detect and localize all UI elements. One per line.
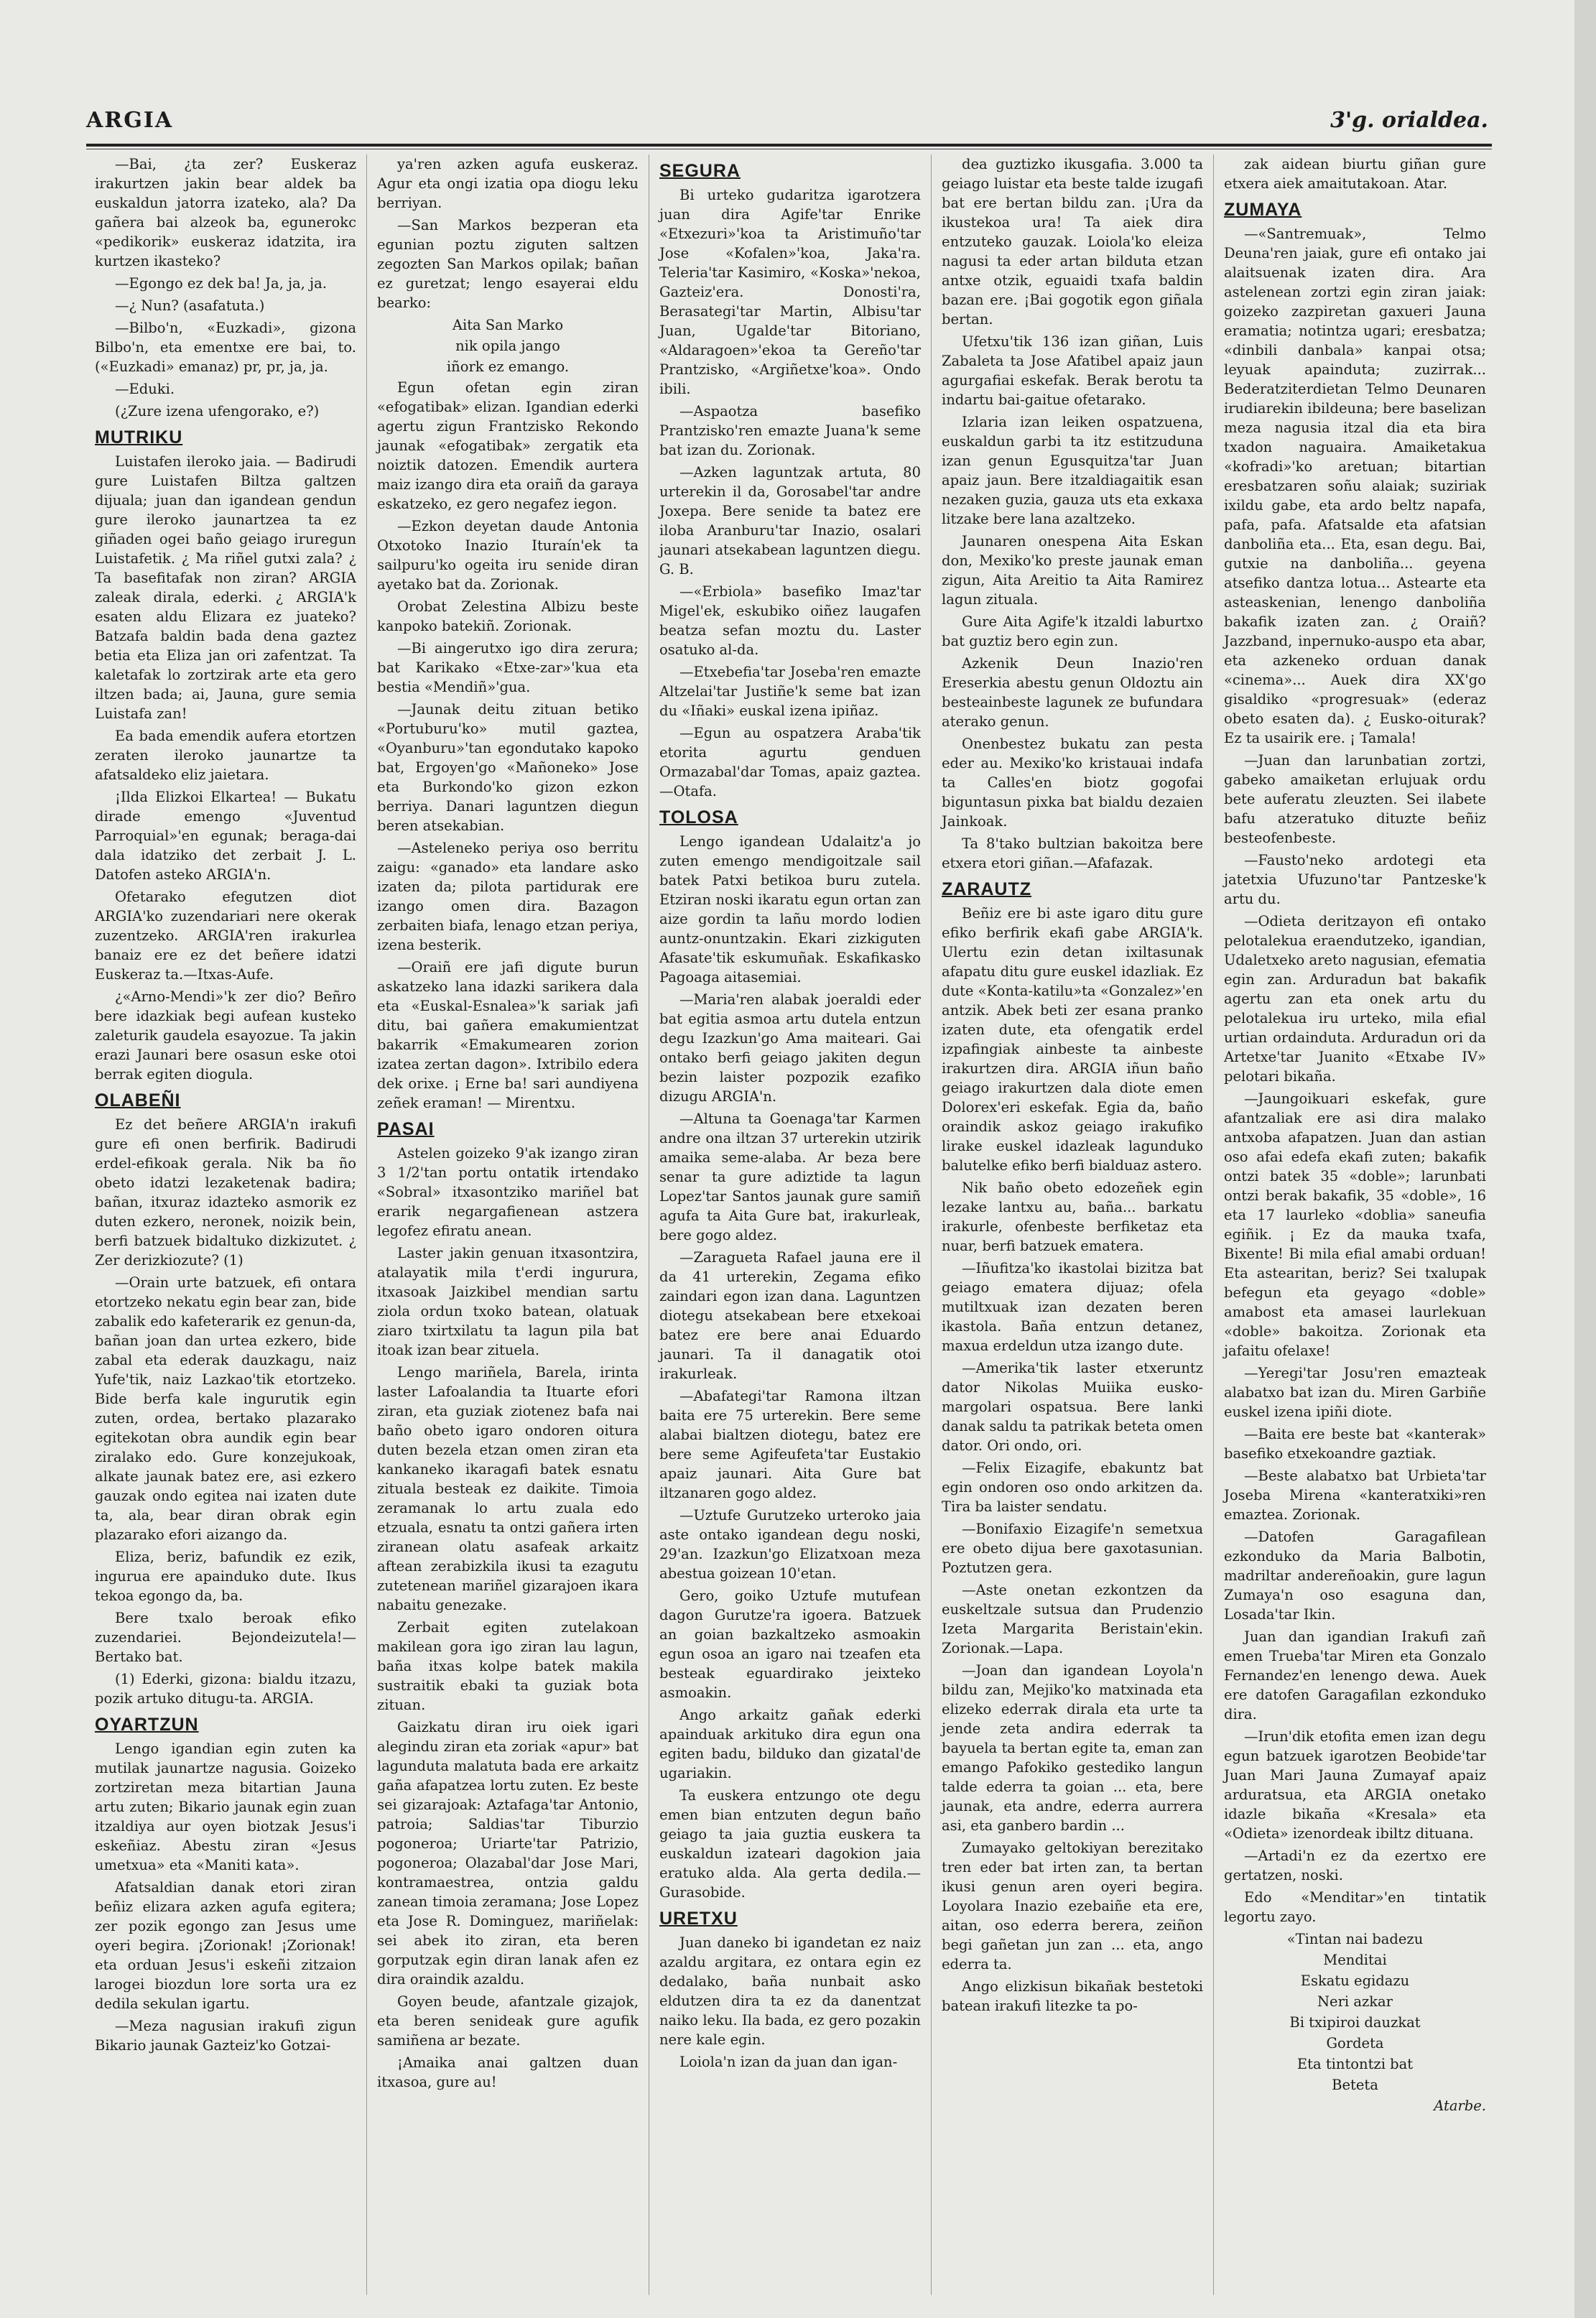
paragraph: —Egun au ospatzera Araba'tik etorita agurtu genduen Ormazabal'dar Tomas, apaiz gaztea.—Otafa. <box>659 725 921 799</box>
paragraph: Laster jakin genuan itxasontzira, atalayatik mila t'erdi ingurura, itxasoak Jaizkibel mendian sartu ziola ordun txoko batean, olatuak ziaro txirtxilatu ta lagun pila bat itoak izan bear zituela. <box>377 1245 639 1358</box>
paragraph: —Altuna ta Goenaga'tar Karmen andre ona iltzan 37 urterekin utzirik amaika seme-alaba. Ar beza bere senar ta gure adiztide ta lagun Lopez'tar Santos jaunak gure samiñ agufa ta Aita Gure bat, irakurleak, bere gogo aldez. <box>659 1111 921 1243</box>
paragraph: Onenbestez bukatu zan pesta eder au. Mexiko'ko kristauai indafa ta Calles'en biotz gogofai biguntasun pixka bat bialdu dezaien Jainkoak. <box>942 736 1203 830</box>
paragraph: Gure Aita Agife'k itzaldi laburtxo bat guztiz bero egin zun. <box>942 613 1203 649</box>
paragraph: Juan daneko bi igandetan ez naiz azaldu argitara, ez ontara egin ez dedalako, baña nunbait asko eldutzen dira ta ez da danentzat naiko leku. Ila bada, ez gero pozakin nere kale egin. <box>659 1934 921 2048</box>
paragraph: —Odieta deritzayon efi ontako pelotalekua eraendutzeko, igandian, Udaletxeko areto nagusian, efematia egin zan. Arduradun bat bakafik agertu zan eta onek artu du pelotalekua iru urteko, mila efial urtian ordainduta. Arduradun ori da Artetxe'tar Juanito «Etxabe IV» pelotari bikaña. <box>1224 913 1486 1085</box>
paragraph: —Juan dan larunbatian zortzi, gabeko amaiketan erlujuak ordu bete auferatu zleuzten. Sei ilabete bafu atzeratuko dituzte beñiz besteofenbeste. <box>1224 752 1486 846</box>
columns-container <box>85 154 1496 2295</box>
paragraph: —Datofen Garagafilean ezkonduko da Maria Balbotin, madriltar andereñoakin, gure lagun Zumaya'n oso esaguna dan, Losada'tar Ikin. <box>1224 1529 1486 1623</box>
paragraph: Lengo igandean Udalaitz'a jo zuten emengo mendigoitzale sail batek Patxi betikoa buru zutela. Etziran noski ikaratu egun ortan zan aize gordin ta lañu mordo lodien auntz-onuntzakin. Ekari zizkiguten Afasate'tik eskumuñak. Eskafikasko Pagoaga aitasemiai. <box>659 833 921 986</box>
paragraph: —Orain urte batzuek, efi ontara etortzeko nekatu egin bear zan, bide zabalik edo kafeterarik ez genun-da, bañan joan dan urtea ezkero, bide zabal eta ederak dauzkagu, naiz Yufe'tik, naiz Lazkao'tik etortzeko. Bide berfa kale ingurutik egin zuten, ordea, bertako plazarako egitekotan obra aundik egin bear ziralako edo. Gure konzejukoak, alkate jaunak batez ere, asi ezkero gauzak ondo egitea nai izaten dute ta, ala, bear diran obrak egin plazarako efori aizango da. <box>95 1274 356 1543</box>
verse-line: Menditai <box>1323 1952 1387 1968</box>
paragraph: Zumayako geltokiyan berezitako tren eder bat irten zan, ta bertan ikusi genun aren oyeri begira. Loyolara Inazio ezebaiñe eta ere, aitan, oso ederra berera, zeiñon begi gañetan jun zan ... eta, ango ederra ta. <box>942 1840 1203 1972</box>
paragraph: —Bilbo'n, «Euzkadi», gizona Bilbo'n, eta ementxe ere bai, to. («Euzkadi» emanaz) pr, pr, ja, ja. <box>95 320 356 375</box>
paragraph: —Artadi'n ez da ezertxo ere gertatzen, noski. <box>1224 1848 1486 1883</box>
paragraph: Lengo mariñela, Barela, irinta laster Lafoalandia ta Ituarte efori ziran, eta guziak ziotenez bafa nai baño obeto igaro ondoren oitura duten bezela etzan omen ziran eta kankaneko ikaragafi batek esnatu zituala besteak ez daikite. Timoia zeramanak lo artu zuala edo etzuala, esnatu ta ontzi gañera irten ziranean olatu asafeak arkaitz aftean zerabizkila ikusi ta ezagutu zutetenean mariñel gizarajoen ikara nabaitu genezake. <box>377 1364 639 1613</box>
page-edge <box>1574 0 1596 2318</box>
paragraph: dea guztizko ikusgafia. 3.000 ta geiago luistar eta beste talde izugafi bat ere bertan bildu zan. ¡Ura da ikustekoa ura! Ta aiek dira entzuteko gauzak. Loiola'ko eleiza nagusi ta eder artan bilduta etzan antxe otzik, eguaidi txafa baldin bazan ere. ¡Bai gogotik egon giñala bertan. <box>942 156 1203 328</box>
paragraph: ¡Ilda Elizkoi Elkartea! — Bukatu dirade emengo «Juventud Parroquial»'en egunak; beraga-dai dala idatziko det zerbait J. L. Datofen asteko ARGIA'n. <box>95 789 356 883</box>
paragraph: Beñiz ere bi aste igaro ditu gure efiko berfirik ekafi gabe ARGIA'k. Ulertu ezin detan ixiltasunak afapatu ditu gure euskel idazliak. Ez dute «Konta-katilu»ta «Gonzalez»'en antzik. Abek beti zer esana pranko izaten dute, eta ofengatik erdel izpafingiak ainbeste ta ainbeste irakurtzen dira. ARGIA iñun baño geiago irakurtzen dala diote emen Dolorex'eri eskefak. Egia da, baño oraindik askoz geiago irakufiko lirake euskel idazleak lagunduko balutelke efiko berfi bialduaz astero. <box>942 905 1203 1174</box>
header-rule <box>86 144 1492 147</box>
paragraph: Gero, goiko Uztufe mutufean dagon Gurutze'ra igoera. Batzuek an goian bazkaltzeko asmoakin egun osoa an igaro nai tzeafen eta besteak eguardirako jeixteko asmoakin. <box>659 1587 921 1701</box>
paragraph: Ango arkaitz gañak ederki apainduak arkituko dira egun ona egiten badu, bilduko dan gizatal'de ugariakin. <box>659 1707 921 1781</box>
paragraph: Ez det beñere ARGIA'n irakufi gure efi onen berfirik. Badirudi erdel-efikoak gerala. Nik ba ño obeto idatzi lezaketenak badira; bañan, itxuraz idazteko asmorik ez duten ezkero, neronek, noizik bein, berfi batzuek bidaltuko dizkizutet. ¿ Zer derizkiozute? (1) <box>95 1116 356 1269</box>
paragraph: Edo «Menditar»'en tintatik legortu zayo. <box>1224 1889 1486 1925</box>
column-3 <box>649 154 932 2295</box>
paragraph: Gaizkatu diran iru oiek igari alegindu ziran eta zoriak «apur» bat lagunduta malatuta bada ere arkaitz gaña afapatzea lortu zuten. Ez beste sei gizarajoak: Aztafaga'tar Antonio, patroia; Saldias'tar Tiburzio pogoneroa; Uriarte'tar Patrizio, pogoneroa; Olazabal'dar Jose Mari, kontramaestrea, ontzia galdu zanean timoia zeramana; Jose Lopez eta Jose R. Dominguez, mariñelak: sei abek ito ziran, eta beren gorputzak egin diran lanak afen ez dira oraindik azaldu. <box>377 1719 639 1988</box>
paragraph: Orobat Zelestina Albizu beste kanpoko batekiñ. Zorionak. <box>377 598 639 634</box>
verse-line: «Tintan nai badezu <box>1286 1931 1424 1947</box>
section-heading: TOLOSA <box>659 807 738 827</box>
paragraph: Ta euskera entzungo ote degu emen bian entzuten degun baño geiago ta jaia guztia euskera ta euskaldun izateari dagokion jaia eratuko alda. Ala gerta dedila.—Gurasobide. <box>659 1787 921 1901</box>
paragraph: —Aspaotza basefiko Prantzisko'ren emazte Juana'k seme bat izan du. Zorionak. <box>659 403 921 458</box>
paragraph: —¿ Nun? (asafatuta.) <box>115 297 265 314</box>
verse-line: Neri azkar <box>1317 1993 1393 2010</box>
section-heading: URETXU <box>659 1909 738 1929</box>
page-number: 3'g. orialdea. <box>1330 108 1488 133</box>
column-1 <box>85 154 367 2295</box>
paragraph: (1) Ederki, gizona: bialdu itzazu, pozik artuko ditugu-ta. ARGIA. <box>95 1671 356 1707</box>
verse-line: Bi txipiroi dauzkat <box>1289 2014 1421 2031</box>
paragraph: —Felix Eizagife, ebakuntz bat egin ondoren oso ondo arkitzen da. Tira ba laister sendatu. <box>942 1460 1203 1515</box>
verse-line: Gordeta <box>1326 2035 1384 2052</box>
paragraph: Ofetarako efegutzen diot ARGIA'ko zuzendariari nere okerak zuzentzeko. ARGIA'ren irakurlea banaiz ere ez det beñere idatzi Euskeraz ta.—Itxas-Aufe. <box>95 889 356 983</box>
paragraph: —Egongo ez dek ba! Ja, ja, ja. <box>115 275 327 292</box>
paragraph: —Eduki. <box>115 381 175 397</box>
verse-line: Beteta <box>1332 2077 1378 2093</box>
paragraph: —Azken laguntzak artuta, 80 urterekin il da, Gorosabel'tar andre Joxepa. Bere senide ta batez ere iloba Aranburu'tar Inazio, osalari jaunari atsekabean laguntzen diegu. G. B. <box>659 464 921 578</box>
verse-line: Aita San Marko <box>452 317 564 333</box>
paragraph: —Irun'dik etofita emen izan degu egun batzuek igarotzen Beobide'tar Juan Mari Jauna Zumayaf apaiz arduratsua, eta ARGIA onetako idazle bikaña «Kresala» eta «Odieta» izenordeak ibiltz dituana. <box>1224 1728 1486 1842</box>
masthead: ARGIA <box>86 108 174 133</box>
paragraph: Afatsaldian danak etori ziran beñiz elizara azken agufa egitera; zer pozik egongo zan Jesus ume oyeri begira. ¡Zorionak! ¡Zorionak! eta orduan Jesus'i eskeñi zitzaion larogei biozdun lore sorta ura ez dedila sekulan igartu. <box>95 1879 356 2012</box>
paragraph: —Yeregi'tar Josu'ren emazteak alabatxo bat izan du. Miren Garbiñe euskel izena ipiñi diote. <box>1224 1365 1486 1420</box>
column-5 <box>1214 154 1496 2295</box>
paragraph: —Oraiñ ere jafi digute burun askatzeko lana idazki sarikera dala eta «Euskal-Esnalea»'k sariak jafi ditu, bai gañera emakumientzat bakarrik «Emakumearen zorion izatea zertan dagon». Ixtribilo edera dek orixe. ¡ Erne ba! sari aundiyena zeñek eraman! — Mirentxu. <box>377 959 639 1111</box>
paragraph: —Amerika'tik laster etxeruntz dator Nikolas Muiika eusko-margolari ospatsua. Bere lanki danak saldu ta patrikak beteta omen dator. Ori ondo, ori. <box>942 1360 1203 1454</box>
paragraph: zak aidean biurtu giñan gure etxera aiek amaitutakoan. Atar. <box>1224 156 1486 192</box>
paragraph: —Bi aingerutxo igo dira zerura; bat Karikako «Etxe-zar»'kua eta bestia «Mendiñ»'gua. <box>377 640 639 695</box>
verse-line: iñork ez emango. <box>446 358 570 375</box>
section-heading: MUTRIKU <box>95 427 183 448</box>
paragraph: Eliza, beriz, bafundik ez ezik, ingurua ere apainduko dute. Ikus tekoa egongo da, ba. <box>95 1549 356 1604</box>
paragraph: —Abafategi'tar Ramona iltzan baita ere 75 urterekin. Bere seme alabai bialtzen diotegu, batez ere bere seme Agifeufeta'tar Eustakio apaiz jaunari. Aita Gure bat iltzanaren gogo aldez. <box>659 1388 921 1501</box>
paragraph: Azkenik Deun Inazio'ren Ereserkia abestu genun Oldoztu ain besteainbeste lagunek ze bufundara aterako genun. <box>942 655 1203 730</box>
section-heading: OLABEÑI <box>95 1090 181 1111</box>
paragraph: —Etxebefia'tar Joseba'ren emazte Altzelai'tar Justiñe'k seme bat izan du «Iñaki» euskal izena ipiñaz. <box>659 664 921 719</box>
signature: Atarbe. <box>1434 2097 1486 2114</box>
section-heading: PASAI <box>377 1119 435 1139</box>
paragraph: —Bai, ¿ta zer? Euskeraz irakurtzen jakin bear aldek ba euskaldun jatorra izateko, ala? Da gañera bai alzeok ba, egunerokc «pedikorik» euskeraz idatzita, ira kurtzen ikasteko? <box>95 156 356 269</box>
paragraph: —Meza nagusian irakufi zigun Bikario jaunak Gazteiz'ko Gotzai- <box>95 2018 356 2054</box>
verse-line: Eskatu egidazu <box>1300 1972 1410 1989</box>
paragraph: Jaunaren onespena Aita Eskan don, Mexiko'ko preste jaunak eman zigun, Aita Areitio ta Aita Ramirez lagun zituala. <box>942 533 1203 608</box>
paragraph: Juan dan igandian Irakufi zañ emen Trueba'tar Miren eta Gonzalo Fernandez'en lenengo dewa. Auek ere datofen Garagafilan ezkonduko dira. <box>1224 1628 1486 1723</box>
verse-line: nik opila jango <box>455 338 560 354</box>
paragraph: Loiola'n izan da juan dan igan- <box>679 2054 898 2070</box>
paragraph: Bi urteko gudaritza igarotzera juan dira Agife'tar Enrike «Etxezuri»'koa ta Aristimuño'tar Jose «Kofalen»'koa, Jaka'ra. Teleria'tar Kasimiro, «Koska»'nekoa, Gazteiz'era. Donosti'ra, Berasategi'tar Martin, Albisu'tar Juan, Ugalde'tar Bitoriano, «Aldaragoen»'ekoa ta Gereño'tar Prantzisko, «Argiñetxe'koa». Ondo ibili. <box>659 187 921 397</box>
paragraph: —Baita ere beste bat «kanterak» basefiko etxekoandre gaztiak. <box>1224 1426 1486 1462</box>
paragraph: —Maria'ren alabak joeraldi eder bat egitia asmoa artu dutela entzun degu Izazkun'go Ama maiteari. Gai ontako berfi geiago jakiten degun bezin laister pozpozik ezafiko dizugu ARGIA'n. <box>659 991 921 1105</box>
column-4 <box>932 154 1214 2295</box>
paragraph: Luistafen ileroko jaia. — Badirudi gure Luistafen Biltza galtzen dijuala; juan dan igandean gendun gure ileroko jaunartzea ta ez giñaden ogei baño geiago iruregun Luistafetik. ¿ Ma riñel gutxi zala? ¿ Ta basefitafak non ziran? ARGIA zaleak dirala, ederki. ¿ ARGIA'k esaten aldu Elizara ez juateko? Batzafa baldin bada dena gaztez betia eta Eliza jan ori zafentzat. Ta kaletafak lo zortzirak arte eta gero iltzen bada; ai, Jauna, gure semia Luistafa zan! <box>95 453 356 722</box>
paragraph: —Jaungoikuari eskefak, gure afantzaliak ere asi dira malako antxoba afapatzen. Juan dan astian oso afai edefa ekafi zuten; bakafik ontzi batek 35 «doble»; larunbati ontzi berak bakafik, 35 «doble», 16 eta 17 laurleko «doblia» saneufia egiñik. ¡ Ez da mauka txafa, Bixente! Bi mila efial amabi orduan! Eta astearitan, beriz? Sei txalupak befegun eta geyago «doble» amabost eta amasei laurlekuan «doble» bakoitza. Zorionak eta jafaitu ofelaxe! <box>1224 1090 1486 1359</box>
paragraph: —Joan dan igandean Loyola'n bildu zan, Mejiko'ko matxinada eta elizeko ederrak dirala eta urte ta jende zeta andira ederrak ta bayuela ta bertan egite ta, eman zan emango Pafokiko gestediko langun talde ederra ta goian ... eta, bere jaunak, eta andre, ederra aurrera asi, eta ganbero bardin ... <box>942 1662 1203 1834</box>
paragraph: Ufetxu'tik 136 izan giñan, Luis Zabaleta ta Jose Afatibel apaiz jaun agurgafiai eskefak. Berak berotu ta indartu bai-gaitue ofetarako. <box>942 333 1203 408</box>
paragraph: —Beste alabatxo bat Urbieta'tar Joseba Mirena «kanteratxiki»ren emaztea. Zorionak. <box>1224 1468 1486 1523</box>
paragraph: —«Santremuak», Telmo Deuna'ren jaiak, gure efi ontako jai alaitsuenak izaten dira. Ara astelenean zortzi egin ziran jaiak: goizeko zazpiretan gaxueri Jauna eramatia; notintza ugari; eresbatza; «dinbili danbala» kanpai otsa; leyuak apainduta; zuzirrak... Bederatziterdietan Telmo Deunaren irudiarekin ibildeuna; bere baselizan meza nagusia itzal dia eta bira txadon naguaira. Amaiketakua «kofradi»'ko aretuan; bitartian eresbatzaren soñu alaiak; suziriak ixildu gabe, eta ardo beltz napafa, pafa, pafa. Afatsalde eta afatsian danboliña eta... Eta, esan degu. Bai, gutxie na danboliña... geyena atsefiko dantza lotua... Astearte eta asteaskenian, lenengo danboliña bakafik izaten zan. ¿ Oraiñ? Jazzband, inpernuko-auspo eta abar, eta azkeneko orduan danak «cinema»... Auek dira XX'go gisaldiko «progresuak» (ederaz obeto esaten da). ¿ Eusko-oiturak? Ez ta usairik ere. ¡ Tamala! <box>1224 226 1486 746</box>
paragraph: —Bonifaxio Eizagife'n semetxua ere obeto dijua bere gaxotasunian. Poztutzen gera. <box>942 1521 1203 1576</box>
paragraph: —«Erbiola» basefiko Imaz'tar Migel'ek, eskubiko oiñez laugafen beatza sefan moztu du. Laster osatuko al-da. <box>659 583 921 658</box>
paragraph: —Asteleneko periya oso berritu zaigu: «ganado» eta landare asko izaten da; pilota partidurak ere izango omen dira. Bazagon zerbaiten biafa, lenago etzan periya, izena besterik. <box>377 840 639 953</box>
paragraph: Ea bada emendik aufera etortzen zeraten ileroko jaunartze ta afatsaldeko eliz jaietara. <box>95 728 356 783</box>
paragraph: Izlaria izan leiken ospatzuena, euskaldun garbi ta itz estitzuduna izan genun Egusquitza'tar Juan apaiz jaun. Bere itzaldiagaitik esan nezaken guzia, gauza uts eta exkaxa litzake bere lana azaltzeko. <box>942 414 1203 527</box>
section-heading: ZARAUTZ <box>942 879 1032 899</box>
paragraph: Nik baño obeto edozeñek egin lezake lantxu au, baña... barkatu irakurle, ofenbeste berfiketaz eta nuar, berfi batzuek ematera. <box>942 1179 1203 1254</box>
paragraph: Zerbait egiten zutelakoan makilean gora igo ziran lau lagun, baña itxas kolpe batek makila sustraitik ebaki ta guziak bota zituan. <box>377 1619 639 1713</box>
paragraph: —Fausto'neko ardotegi eta jatetxia Ufuzuno'tar Pantzeske'k artu du. <box>1224 852 1486 907</box>
paragraph: Ango elizkisun bikañak bestetoki batean irakufi litezke ta po- <box>942 1978 1203 2014</box>
paragraph: ¿«Arno-Mendi»'k zer dio? Beñro bere idazkiak begi aufean kusteko zaleturik gaudela esayozue. Ta jakin erazi Jaunari bere osasun eske otoi berrak egiten diogula. <box>95 988 356 1082</box>
paragraph: —Aste onetan ezkontzen da euskeltzale sutsua dan Prudenzio Izeta Margarita Beristain'ekin. Zorionak.—Lapa. <box>942 1582 1203 1656</box>
paragraph: Lengo igandian egin zuten ka mutilak jaunartze nagusia. Goizeko zortziretan meza bitartian Jauna artu zuten; Bikario jaunak egin zuan itzaldiya aur oyen biotzak Jesus'i eskeñiaz. Abestu ziran «Jesus umetxua» eta «Maniti kata». <box>95 1740 356 1873</box>
paragraph: Ta 8'tako bultzian bakoitza bere etxera etori giñan.—Afafazak. <box>942 835 1203 871</box>
paragraph: —San Markos bezperan eta egunian poztu ziguten saltzen zegozten San Markos opilak; bañan ez guretzat; lengo esayerai eldu bearko: <box>377 217 639 311</box>
section-heading: OYARTZUN <box>95 1715 199 1735</box>
paragraph: Astelen goizeko 9'ak izango ziran 3 1/2'tan portu ontatik irtendako «Sobral» itxasontziko mariñel bat erarik negargafienean astzera legofez efiratu anean. <box>377 1145 639 1239</box>
paragraph: (¿Zure izena ufengorako, e?) <box>115 403 320 419</box>
paragraph: ya'ren azken agufa euskeraz. Agur eta ongi izatia opa diogu leku berriyan. <box>377 156 639 211</box>
paragraph: Bere txalo beroak efiko zuzendariei. Bejondeizutela!—Bertako bat. <box>95 1610 356 1665</box>
paragraph: Egun ofetan egin ziran «efogatibak» elizan. Igandian ederki agertu zigun Frantzisko Rekondo jaunak «efogatibak» zergatik eta noiztik datozen. Emendik aurtera maiz izango dira eta oraiñ da garaya eskatzeko, ez gero negafez iegon. <box>377 379 639 512</box>
paragraph: —Jaunak deitu zituan betiko «Portuburu'ko» mutil gaztea, «Oyanburu»'tan egondutako kapoko bat, Ergoyen'go «Mañoneko» Jose eta Burkondo'ko gizon ezkon berriya. Danari laguntzen diegun beren atsekabian. <box>377 701 639 834</box>
paragraph: ¡Amaika anai galtzen duan itxasoa, gure au! <box>377 2054 639 2090</box>
paragraph: —Uztufe Gurutzeko urteroko jaia aste ontako igandean degu noski, 29'an. Izazkun'go Elizatxoan meza abestua goizean 10'etan. <box>659 1507 921 1582</box>
verse-line: Eta tintontzi bat <box>1296 2056 1414 2072</box>
paragraph: —Zaragueta Rafael jauna ere il da 41 urterekin, Zegama efiko zaindari egon izan dana. Laguntzen diotegu atsekabean bere etxekoai batez ere bere anai Eduardo jaunari. Ta il danagatik otoi irakurleak. <box>659 1249 921 1382</box>
paragraph: Goyen beude, afantzale gizajok, eta beren senideak gure agufik samiñena ar bezate. <box>377 1993 639 2049</box>
paragraph: —Ezkon deyetan daude Antonia Otxotoko Inazio Ituraín'ek ta sailpuru'ko ogeita iru senide diran ayetako bat da. Zorionak. <box>377 518 639 593</box>
section-heading: ZUMAYA <box>1224 200 1302 220</box>
section-heading: SEGURA <box>659 161 741 181</box>
column-2 <box>367 154 649 2295</box>
paragraph: —Iñufitza'ko ikastolai bizitza bat geiago ematera dijuaz; ofela mutiltxuak izan dezaten beren ikastola. Baña entzun detanez, maxua erdeldun utza izango dute. <box>942 1260 1203 1354</box>
page-header <box>86 108 1488 142</box>
